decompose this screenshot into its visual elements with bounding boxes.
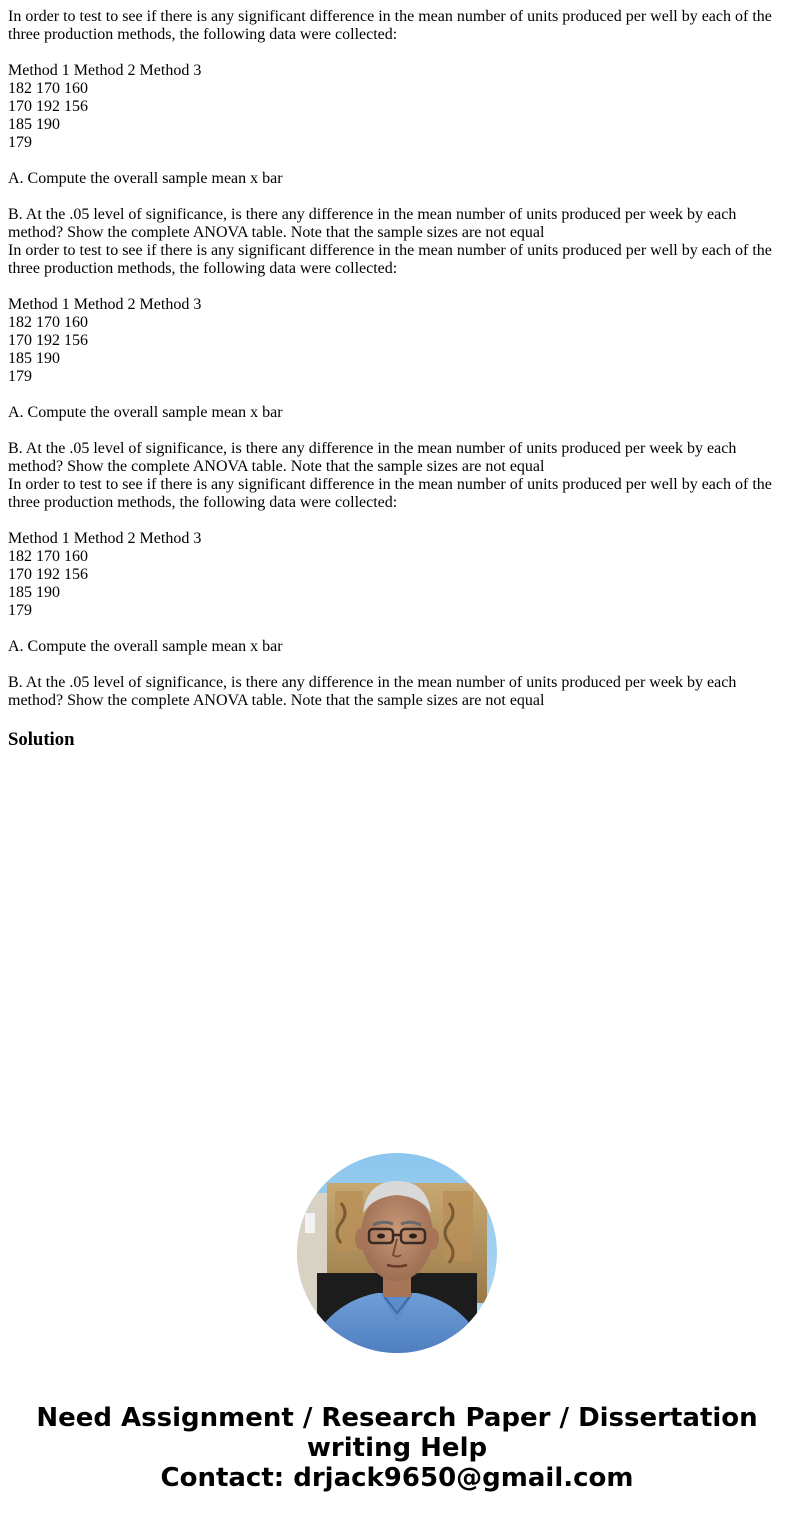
data-row: 179 xyxy=(8,134,32,151)
data-table-header: Method 1 Method 2 Method 3 xyxy=(8,530,202,547)
data-row: 170 192 156 xyxy=(8,566,88,583)
part-b: B. At the .05 level of significance, is there any difference in the mean number of units produced per week by each method? Show the complete ANOVA table. Note that the sample sizes are not equal xyxy=(8,674,737,709)
question-block-2 xyxy=(8,242,786,476)
question-intro: In order to test to see if there is any significant difference in the mean number of units produced per well by each of the three production methods, the following data were collected: xyxy=(8,8,772,43)
promo-banner xyxy=(0,1403,794,1493)
question-intro: In order to test to see if there is any significant difference in the mean number of units produced per well by each of the three production methods, the following data were collected: xyxy=(8,476,772,511)
promo-contact: Contact: drjack9650@gmail.com xyxy=(160,1463,634,1493)
data-row: 185 190 xyxy=(8,584,60,601)
part-a: A. Compute the overall sample mean x bar xyxy=(8,404,283,421)
tutor-portrait-icon xyxy=(297,1153,497,1353)
data-row: 170 192 156 xyxy=(8,332,88,349)
tutor-avatar xyxy=(297,1153,497,1353)
question-block-3 xyxy=(8,476,786,710)
data-row: 170 192 156 xyxy=(8,98,88,115)
data-row: 182 170 160 xyxy=(8,80,88,97)
data-row: 179 xyxy=(8,602,32,619)
data-row: 185 190 xyxy=(8,350,60,367)
question-intro: In order to test to see if there is any significant difference in the mean number of units produced per well by each of the three production methods, the following data were collected: xyxy=(8,242,772,277)
promo-line-2: writing Help xyxy=(306,1433,488,1463)
data-row: 182 170 160 xyxy=(8,314,88,331)
solution-heading: Solution xyxy=(8,729,75,750)
question-text xyxy=(8,8,786,710)
data-row: 182 170 160 xyxy=(8,548,88,565)
promo-line-1: Need Assignment / Research Paper / Dissertation xyxy=(36,1403,758,1433)
data-table-header: Method 1 Method 2 Method 3 xyxy=(8,62,202,79)
data-row: 179 xyxy=(8,368,32,385)
question-block-1 xyxy=(8,8,786,242)
part-a: A. Compute the overall sample mean x bar xyxy=(8,170,283,187)
part-a: A. Compute the overall sample mean x bar xyxy=(8,638,283,655)
part-b: B. At the .05 level of significance, is there any difference in the mean number of units produced per week by each method? Show the complete ANOVA table. Note that the sample sizes are not equal xyxy=(8,440,737,475)
data-table-header: Method 1 Method 2 Method 3 xyxy=(8,296,202,313)
part-b: B. At the .05 level of significance, is there any difference in the mean number of units produced per week by each method? Show the complete ANOVA table. Note that the sample sizes are not equal xyxy=(8,206,737,241)
data-row: 185 190 xyxy=(8,116,60,133)
